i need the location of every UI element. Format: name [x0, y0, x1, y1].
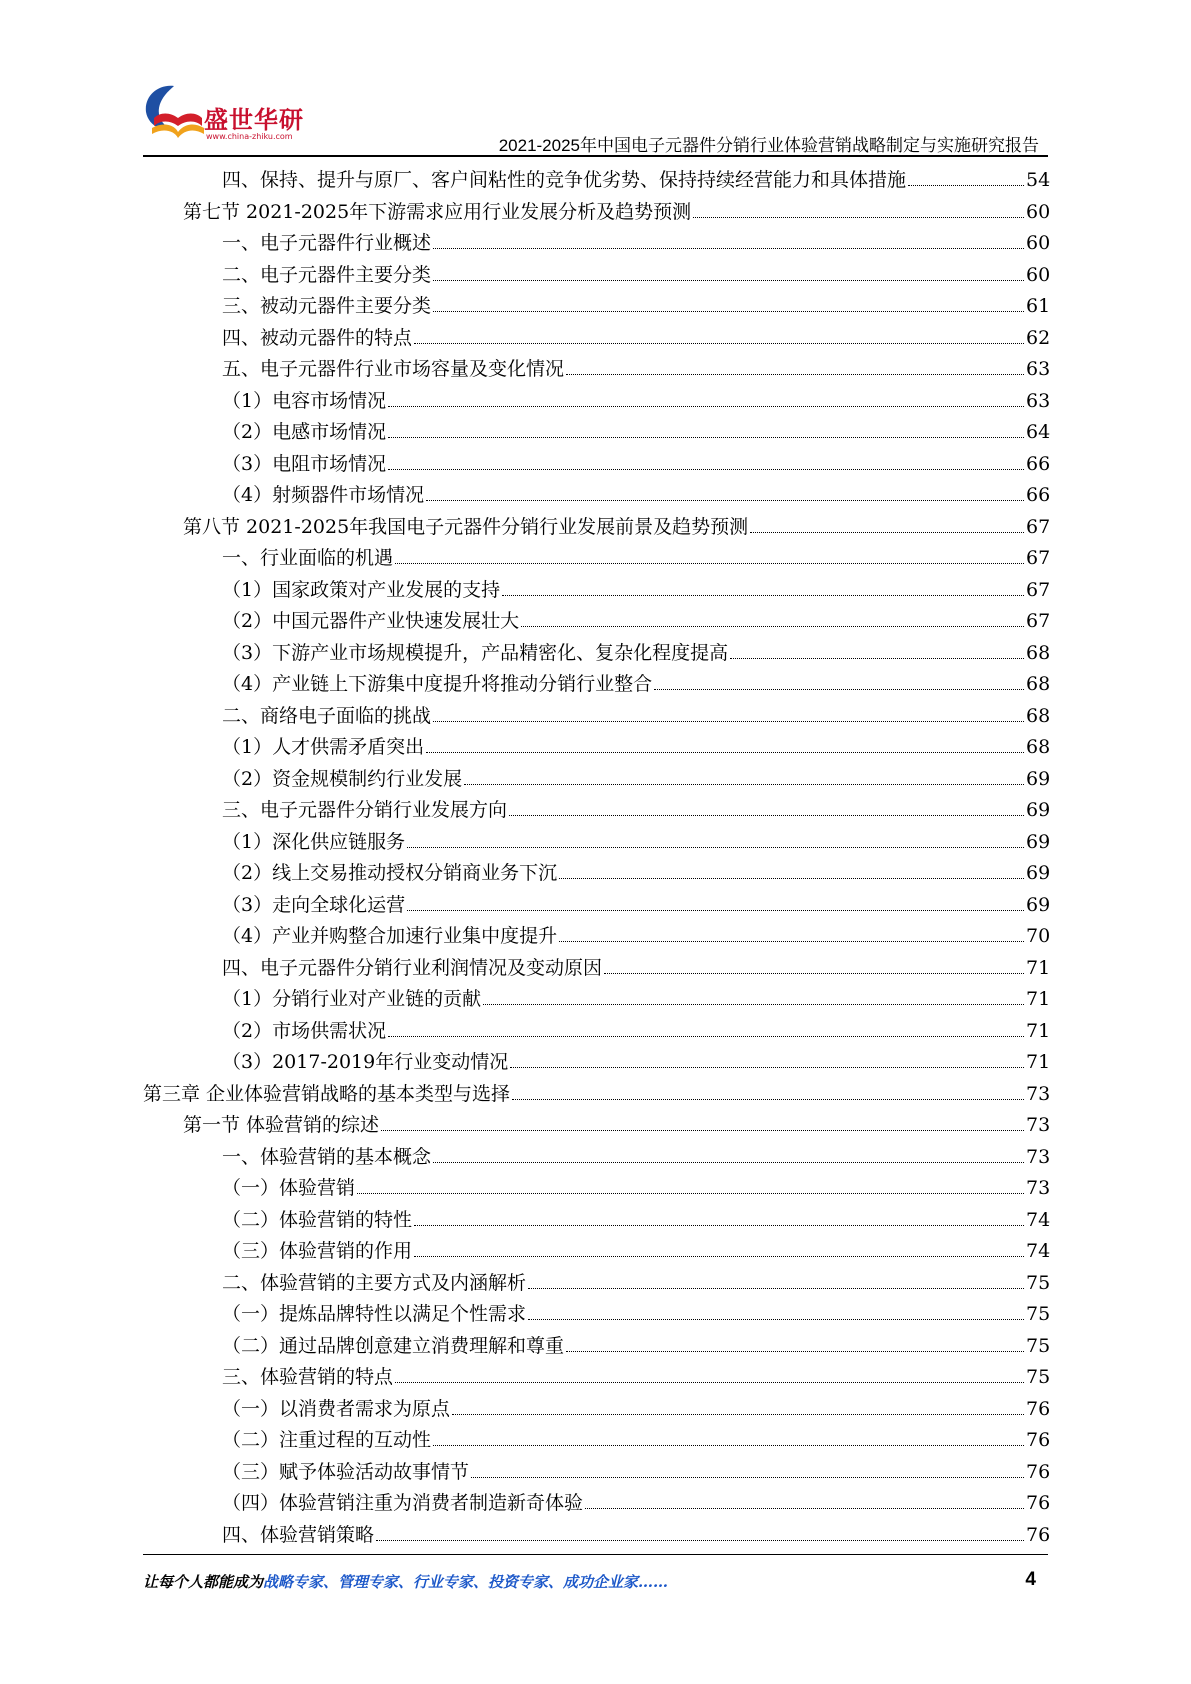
toc-entry-title: （1）深化供应链服务: [222, 830, 406, 853]
toc-dot-leader: [510, 1067, 1024, 1068]
toc-entry[interactable]: [222, 160, 1051, 192]
toc-entry-page: 71: [1026, 988, 1051, 1010]
toc-entry[interactable]: [222, 1420, 1051, 1452]
toc-entry-title: 第八节 2021-2025年我国电子元器件分销行业发展前景及趋势预测: [183, 515, 749, 538]
toc-dot-leader: [433, 248, 1024, 249]
toc-entry[interactable]: [222, 381, 1051, 413]
toc-entry-title: （1）电容市场情况: [222, 389, 387, 412]
toc-entry-title: 一、体验营销的基本概念: [222, 1145, 432, 1168]
page-header: [0, 0, 1191, 155]
footer-divider: [143, 1554, 1048, 1555]
toc-entry-title: 二、体验营销的主要方式及内涵解析: [222, 1271, 527, 1294]
toc-dot-leader: [483, 1004, 1024, 1005]
footer-slogan-highlight: 战略专家、管理专家、行业专家、投资专家、成功企业家……: [263, 1573, 669, 1591]
toc-entry-title: （1）人才供需矛盾突出: [222, 736, 425, 758]
toc-entry-page: 75: [1026, 1303, 1051, 1325]
toc-dot-leader: [433, 280, 1024, 281]
toc-entry[interactable]: [183, 192, 1051, 224]
toc-entry-page: 68: [1026, 704, 1051, 727]
toc-entry-page: 73: [1026, 1177, 1051, 1199]
toc-entry-title: 第一节 体验营销的综述: [183, 1114, 380, 1136]
toc-entry[interactable]: [222, 727, 1051, 759]
toc-entry-title: （1）分销行业对产业链的贡献: [222, 988, 482, 1010]
toc-entry[interactable]: [222, 475, 1051, 507]
toc-entry-page: 67: [1026, 578, 1051, 601]
toc-entry-title: （2）市场供需状况: [222, 1019, 387, 1042]
toc-entry-title: （一）体验营销: [222, 1177, 356, 1199]
toc-entry[interactable]: [222, 790, 1051, 822]
toc-entry[interactable]: [222, 1326, 1051, 1358]
toc-entry-page: 70: [1026, 925, 1051, 947]
toc-entry-page: 76: [1026, 1429, 1051, 1451]
toc-entry-page: 69: [1026, 893, 1051, 916]
toc-entry[interactable]: [222, 570, 1051, 602]
toc-entry-page: 67: [1026, 547, 1051, 569]
toc-entry-title: （3）2017-2019年行业变动情况: [222, 1051, 509, 1073]
toc-entry-title: （3）下游产业市场规模提升，产品精密化、复杂化程度提高: [222, 641, 729, 664]
toc-entry[interactable]: [222, 822, 1051, 854]
toc-entry-title: 三、被动元器件主要分类: [222, 295, 432, 317]
toc-dot-leader: [559, 878, 1024, 879]
toc-entry-title: （二）通过品牌创意建立消费理解和尊重: [222, 1334, 565, 1357]
toc-entry-page: 54: [1026, 169, 1051, 191]
toc-entry[interactable]: [222, 696, 1051, 728]
toc-entry-page: 73: [1026, 1114, 1051, 1136]
toc-entry-title: （一）提炼品牌特性以满足个性需求: [222, 1303, 527, 1325]
toc-dot-leader: [426, 500, 1024, 501]
toc-entry[interactable]: [222, 318, 1051, 350]
toc-entry-page: 68: [1026, 736, 1051, 758]
toc-entry[interactable]: [222, 412, 1051, 444]
toc-entry-title: 三、电子元器件分销行业发展方向: [222, 799, 508, 821]
toc-entry-page: 74: [1026, 1240, 1051, 1262]
toc-dot-leader: [433, 1445, 1024, 1446]
toc-entry-title: 四、体验营销策略: [222, 1523, 375, 1546]
toc-dot-leader: [407, 910, 1024, 911]
toc-entry-page: 76: [1026, 1523, 1051, 1546]
toc-entry[interactable]: [222, 885, 1051, 917]
logo-company-name: 盛世华研: [204, 106, 304, 134]
toc-dot-leader: [528, 1319, 1024, 1320]
toc-entry-title: 五、电子元器件行业市场容量及变化情况: [222, 358, 565, 380]
toc-entry-title: 二、商络电子面临的挑战: [222, 704, 432, 727]
toc-entry-page: 75: [1026, 1334, 1051, 1357]
toc-dot-leader: [395, 1382, 1024, 1383]
toc-entry[interactable]: [222, 1389, 1051, 1421]
toc-entry[interactable]: [222, 538, 1051, 570]
toc-entry[interactable]: [222, 1011, 1051, 1043]
toc-entry-page: 69: [1026, 767, 1051, 790]
toc-entry-page: 63: [1026, 389, 1051, 412]
toc-entry[interactable]: [222, 1200, 1051, 1232]
toc-dot-leader: [414, 343, 1024, 344]
toc-entry[interactable]: [222, 979, 1051, 1011]
toc-entry-page: 60: [1026, 232, 1051, 254]
toc-entry[interactable]: [222, 1263, 1051, 1295]
toc-dot-leader: [407, 847, 1024, 848]
toc-entry-title: （4）产业链上下游集中度提升将推动分销行业整合: [222, 673, 653, 695]
toc-dot-leader: [414, 1256, 1024, 1257]
toc-entry-title: 四、电子元器件分销行业利润情况及变动原因: [222, 956, 603, 979]
toc-dot-leader: [426, 752, 1024, 753]
page-footer: [143, 1571, 1048, 1597]
toc-dot-leader: [604, 973, 1024, 974]
toc-dot-leader: [433, 311, 1024, 312]
header-divider: [143, 155, 1048, 157]
toc-entry[interactable]: [222, 1515, 1051, 1547]
toc-entry[interactable]: [222, 1483, 1051, 1515]
toc-entry-page: 71: [1026, 1051, 1051, 1073]
toc-entry[interactable]: [222, 1137, 1051, 1169]
toc-dot-leader: [528, 1288, 1024, 1289]
toc-entry-title: （4）产业并购整合加速行业集中度提升: [222, 925, 558, 947]
toc-entry-title: 第七节 2021-2025年下游需求应用行业发展分析及趋势预测: [183, 200, 692, 223]
toc-dot-leader: [509, 815, 1024, 816]
toc-entry[interactable]: [183, 1105, 1051, 1137]
toc-entry-page: 71: [1026, 956, 1051, 979]
page-number: 4: [1025, 1569, 1036, 1590]
toc-dot-leader: [381, 1130, 1024, 1131]
toc-entry-title: 四、被动元器件的特点: [222, 326, 413, 349]
toc-entry-page: 66: [1026, 484, 1051, 506]
toc-entry-title: 三、体验营销的特点: [222, 1366, 394, 1388]
toc-entry-page: 68: [1026, 673, 1051, 695]
toc-entry-page: 66: [1026, 452, 1051, 475]
toc-dot-leader: [388, 1036, 1024, 1037]
toc-entry-title: （三）赋予体验活动故事情节: [222, 1460, 470, 1483]
toc-entry-page: 67: [1026, 515, 1051, 538]
toc-entry[interactable]: [222, 948, 1051, 980]
toc-dot-leader: [433, 1162, 1024, 1163]
footer-slogan-lead: 让每个人都能成为: [143, 1573, 264, 1591]
toc-dot-leader: [585, 1508, 1024, 1509]
toc-dot-leader: [693, 217, 1024, 218]
toc-entry[interactable]: [222, 601, 1051, 633]
toc-entry-page: 60: [1026, 200, 1051, 223]
toc-entry-page: 71: [1026, 1019, 1051, 1042]
toc-entry-title: 第三章 企业体验营销战略的基本类型与选择: [143, 1082, 511, 1105]
toc-entry-page: 76: [1026, 1397, 1051, 1420]
toc-entry[interactable]: [143, 1074, 1051, 1106]
toc-entry-page: 73: [1026, 1082, 1051, 1105]
toc-entry[interactable]: [183, 507, 1051, 539]
toc-dot-leader: [464, 784, 1024, 785]
toc-entry-title: （2）中国元器件产业快速发展壮大: [222, 610, 520, 632]
toc-dot-leader: [502, 595, 1024, 596]
toc-entry-title: 一、电子元器件行业概述: [222, 232, 432, 254]
toc-entry[interactable]: [222, 223, 1051, 255]
toc-entry-page: 68: [1026, 641, 1051, 664]
toc-entry-title: （一）以消费者需求为原点: [222, 1397, 451, 1420]
toc-dot-leader: [433, 721, 1024, 722]
logo-website: www.china-zhiku.com: [206, 132, 293, 141]
toc-entry[interactable]: [222, 1168, 1051, 1200]
toc-entry-title: （四）体验营销注重为消费者制造新奇体验: [222, 1492, 584, 1514]
toc-entry-title: （3）走向全球化运营: [222, 893, 406, 916]
toc-entry-page: 69: [1026, 862, 1051, 884]
toc-entry-title: 四、保持、提升与原厂、客户间粘性的竞争优劣势、保持持续经营能力和具体措施: [222, 169, 907, 191]
toc-entry-title: （2）电感市场情况: [222, 421, 387, 443]
toc-entry-title: （1）国家政策对产业发展的支持: [222, 578, 501, 601]
toc-entry-page: 75: [1026, 1366, 1051, 1388]
toc-dot-leader: [559, 941, 1024, 942]
toc-dot-leader: [452, 1414, 1024, 1415]
toc-entry[interactable]: [222, 759, 1051, 791]
toc-entry-title: （二）体验营销的特性: [222, 1208, 413, 1231]
toc-entry-page: 67: [1026, 610, 1051, 632]
toc-entry-page: 60: [1026, 263, 1051, 286]
toc-entry-title: 二、电子元器件主要分类: [222, 263, 432, 286]
toc-entry-title: （3）电阻市场情况: [222, 452, 387, 475]
logo-emblem-icon: [140, 82, 204, 144]
toc-entry-page: 63: [1026, 358, 1051, 380]
toc-entry-page: 76: [1026, 1460, 1051, 1483]
toc-entry-page: 64: [1026, 421, 1051, 443]
toc-entry-page: 73: [1026, 1145, 1051, 1168]
toc-dot-leader: [908, 185, 1024, 186]
report-title: 2021-2025年中国电子元器件分销行业体验营销战略制定与实施研究报告: [498, 136, 1039, 155]
toc-entry-title: 一、行业面临的机遇: [222, 547, 394, 569]
toc-dot-leader: [388, 437, 1024, 438]
toc-entry-page: 62: [1026, 326, 1051, 349]
toc-entry[interactable]: [222, 916, 1051, 948]
toc-entry-title: （4）射频器件市场情况: [222, 484, 425, 506]
toc-entry[interactable]: [222, 1042, 1051, 1074]
toc-entry-title: （2）线上交易推动授权分销商业务下沉: [222, 862, 558, 884]
toc-entry-page: 61: [1026, 295, 1051, 317]
toc-dot-leader: [750, 532, 1024, 533]
company-logo: [140, 82, 310, 152]
toc-entry[interactable]: [222, 853, 1051, 885]
toc-entry[interactable]: [222, 444, 1051, 476]
toc-dot-leader: [471, 1477, 1024, 1478]
toc-entry-title: （二）注重过程的互动性: [222, 1429, 432, 1451]
toc-entry-page: 74: [1026, 1208, 1051, 1231]
toc-entry[interactable]: [222, 1452, 1051, 1484]
toc-entry-title: （三）体验营销的作用: [222, 1240, 413, 1262]
toc-entry[interactable]: [222, 1357, 1051, 1389]
toc-dot-leader: [395, 563, 1024, 564]
toc-entry-page: 69: [1026, 830, 1051, 853]
toc-entry[interactable]: [222, 255, 1051, 287]
toc-entry-page: 76: [1026, 1492, 1051, 1514]
toc-entry[interactable]: [222, 664, 1051, 696]
toc-entry[interactable]: [222, 1294, 1051, 1326]
toc-entry[interactable]: [222, 633, 1051, 665]
toc-dot-leader: [566, 1351, 1024, 1352]
toc-dot-leader: [512, 1099, 1024, 1100]
toc-dot-leader: [388, 469, 1024, 470]
toc-entry-page: 75: [1026, 1271, 1051, 1294]
toc-dot-leader: [521, 626, 1024, 627]
toc-dot-leader: [376, 1540, 1024, 1541]
toc-dot-leader: [388, 406, 1024, 407]
toc-dot-leader: [414, 1225, 1024, 1226]
toc-entry[interactable]: [222, 1231, 1051, 1263]
toc-entry-title: （2）资金规模制约行业发展: [222, 767, 463, 790]
toc-entry[interactable]: [222, 286, 1051, 318]
toc-dot-leader: [654, 689, 1024, 690]
toc-entry-page: 69: [1026, 799, 1051, 821]
toc-dot-leader: [357, 1193, 1024, 1194]
toc-dot-leader: [730, 658, 1024, 659]
toc-dot-leader: [566, 374, 1024, 375]
toc-entry[interactable]: [222, 349, 1051, 381]
